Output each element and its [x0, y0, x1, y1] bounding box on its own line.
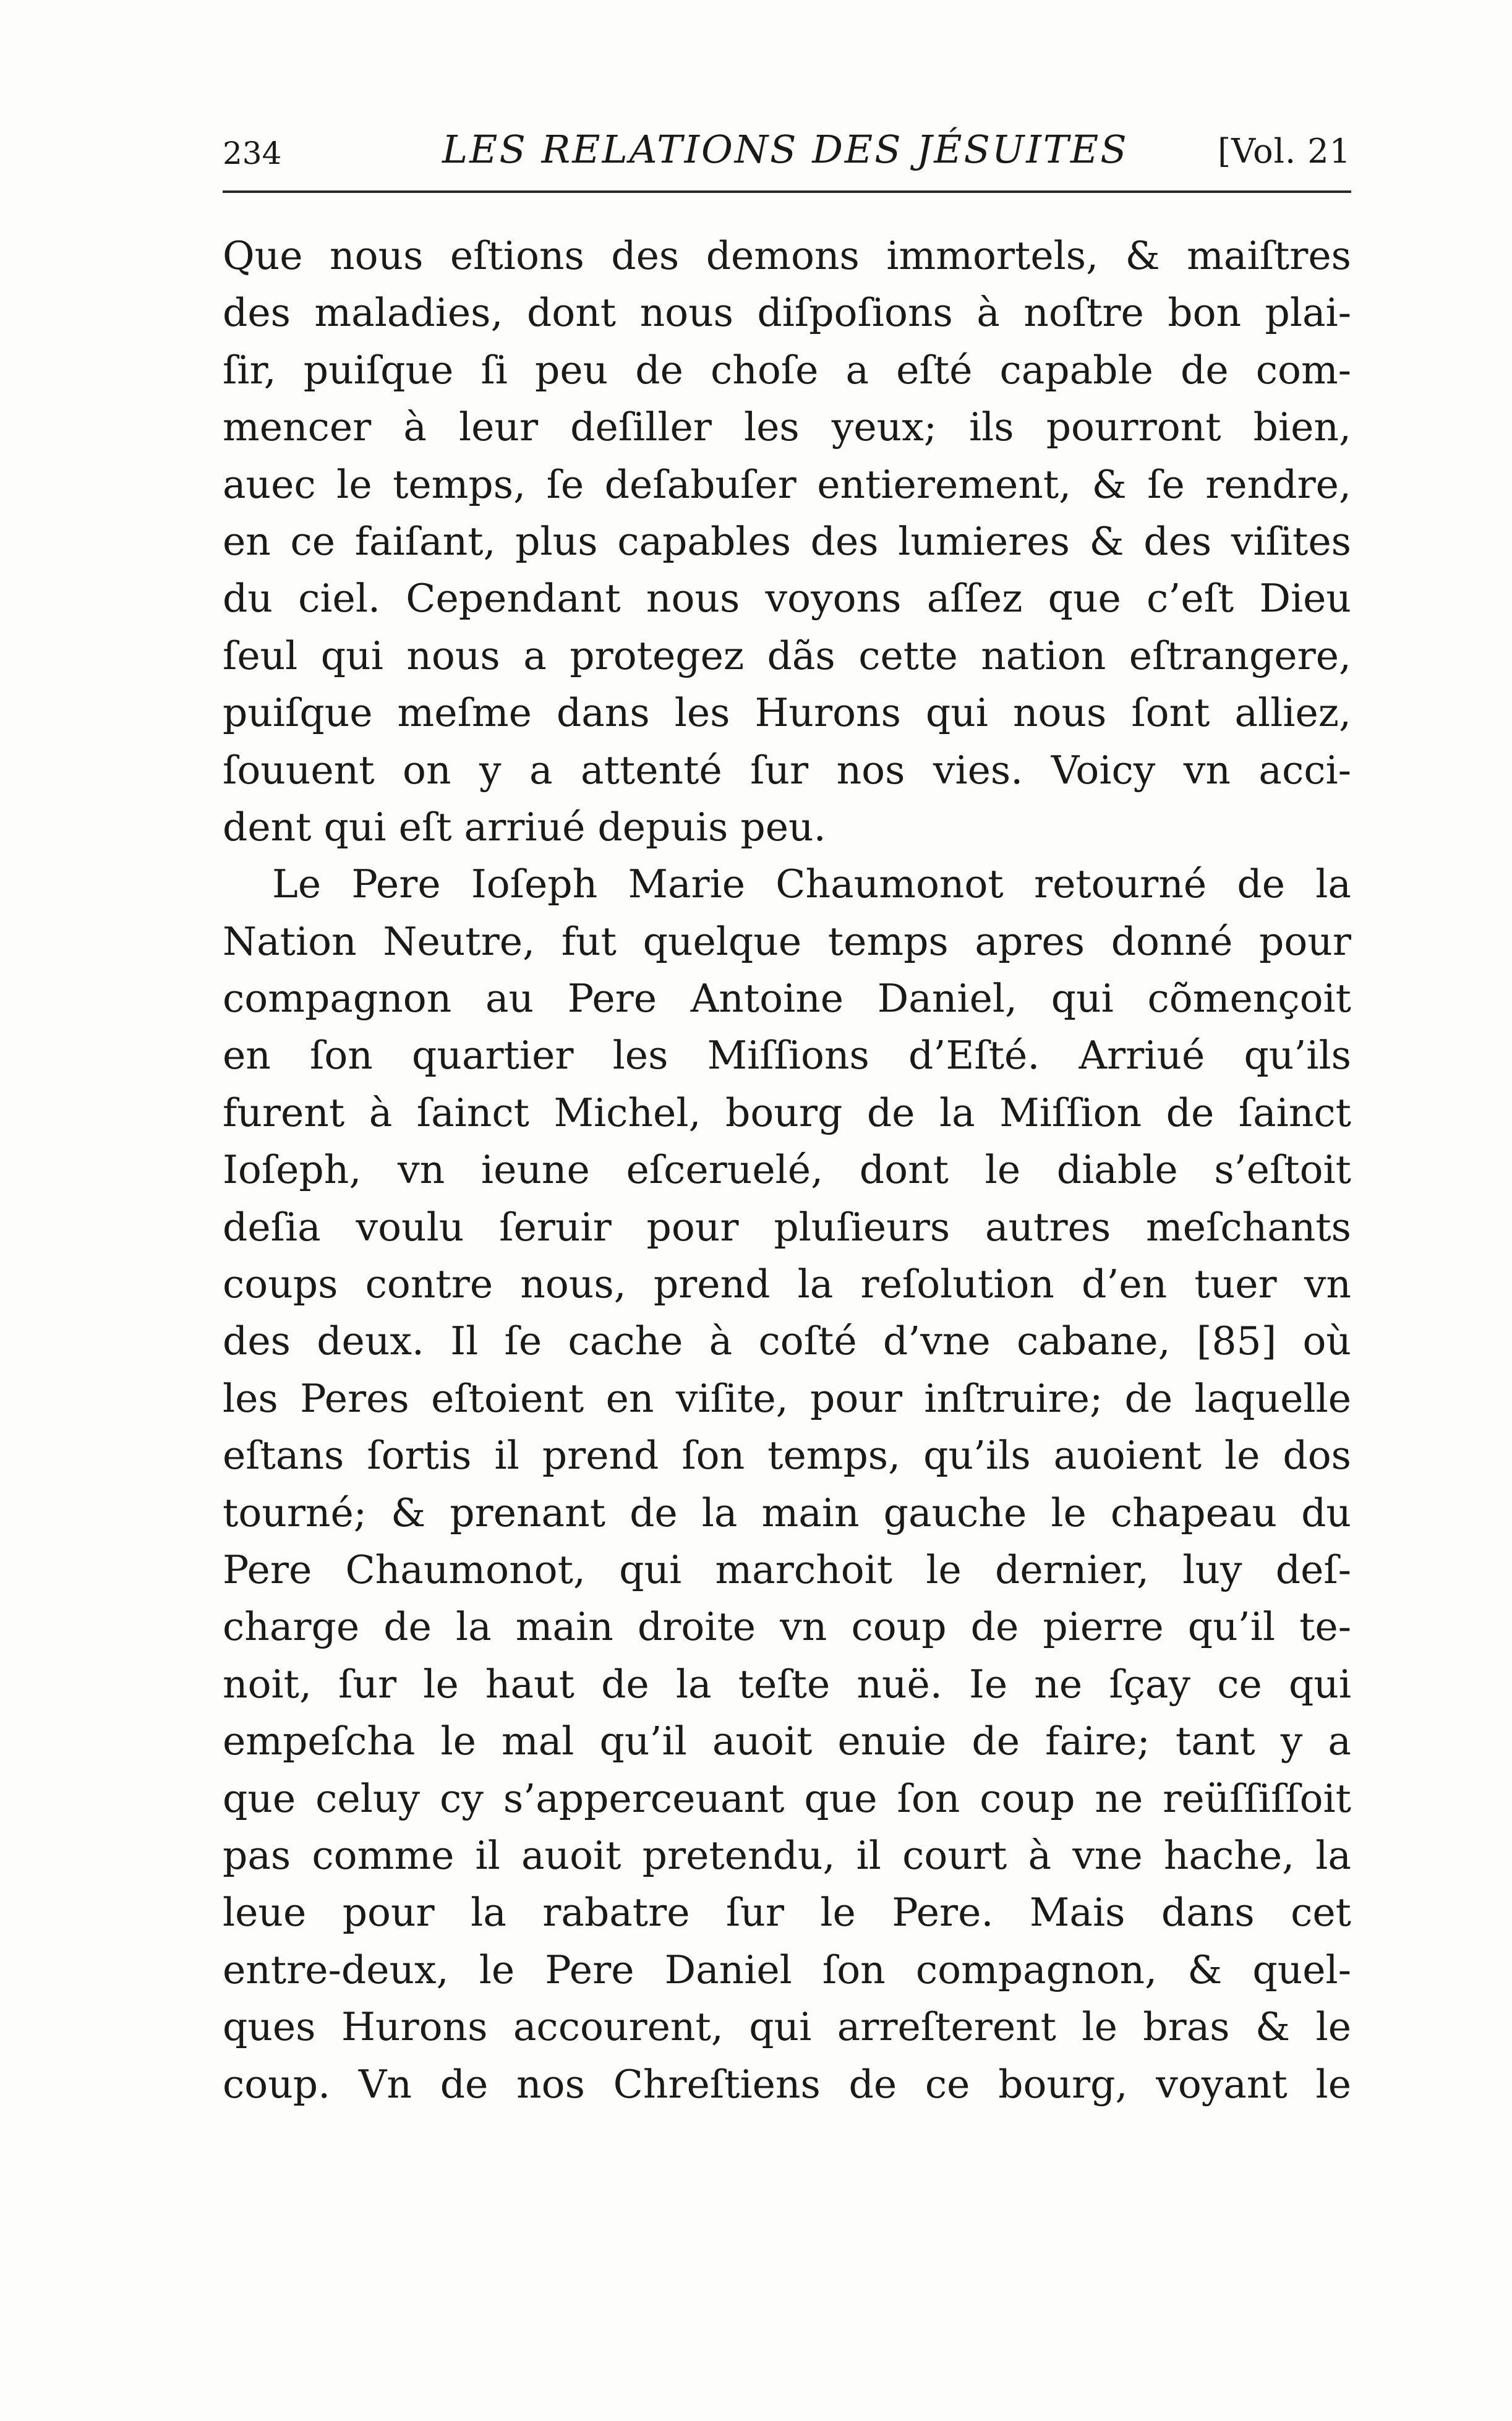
text-line: eſtans ſortis il prend ſon temps, qu’ils auoient le dos: [223, 1433, 1351, 1479]
running-title: LES RELATIONS DES JÉSUITES: [442, 127, 1129, 172]
text-line: du ciel. Cependant nous voyons aſſez que c’eſt Dieu: [223, 576, 1351, 621]
text-line: entre-deux, le Pere Daniel ſon compagnon, & quel-: [223, 1947, 1351, 1992]
text-line: ſeul qui nous a protegez dãs cette nation eſtrangere,: [223, 633, 1351, 678]
body-text: [223, 228, 1351, 2113]
text-line: ques Hurons accourent, qui arreſterent le bras & le: [223, 2004, 1351, 2050]
text-line: tourné; & prenant de la main gauche le chapeau du: [223, 1490, 1351, 1535]
text-line: coups contre nous, prend la reſolution d’en tuer vn: [223, 1262, 1351, 1307]
text-line: charge de la main droite vn coup de pierre qu’il te-: [223, 1604, 1351, 1650]
text-line: en ſon quartier les Miſſions d’Eſté. Arriué qu’ils: [223, 1033, 1351, 1078]
text-line: Le Pere Ioſeph Marie Chaumonot retourné de la: [272, 861, 1351, 907]
text-line: furent à ſainct Michel, bourg de la Miſſion de ſainct: [223, 1090, 1351, 1135]
header-rule: [223, 190, 1351, 193]
text-line: que celuy cy s’apperceuant que ſon coup ne reüſſiſſoit: [223, 1775, 1351, 1821]
text-line: Nation Neutre, fut quelque temps apres donné pour: [223, 918, 1351, 964]
text-line: deſia voulu ſeruir pour pluſieurs autres meſchants: [223, 1204, 1351, 1250]
text-line: noit, ſur le haut de la teſte nuë. Ie ne ſçay ce qui: [223, 1661, 1351, 1707]
text-line: empeſcha le mal qu’il auoit enuie de faire; tant y a: [223, 1719, 1351, 1764]
text-line: Pere Chaumonot, qui marchoit le dernier, luy deſ-: [223, 1547, 1351, 1592]
text-line: compagnon au Pere Antoine Daniel, qui cõmençoit: [223, 976, 1351, 1022]
text-line: ſir, puiſque ſi peu de choſe a eſté capable de com-: [223, 347, 1351, 393]
text-line: des deux. Il ſe cache à coſté d’vne cabane, [85] où: [223, 1318, 1351, 1364]
text-line: mencer à leur deſiller les yeux; ils pourront bien,: [223, 404, 1351, 450]
page-number: 234: [223, 135, 282, 171]
text-line: en ce faiſant, plus capables des lumieres & des viſites: [223, 518, 1351, 564]
text-line: Ioſeph, vn ieune eſceruelé, dont le diable s’eſtoit: [223, 1147, 1351, 1193]
text-line: coup. Vn de nos Chreſtiens de ce bourg, voyant le: [223, 2061, 1351, 2107]
text-line: Que nous eſtions des demons immortels, & maiſtres: [223, 233, 1351, 278]
volume-label: [Vol. 21: [1218, 132, 1351, 171]
text-line: leue pour la rabatre ſur le Pere. Mais dans cet: [223, 1890, 1351, 1936]
text-line: ſouuent on y a attenté ſur nos vies. Voicy vn acci-: [223, 747, 1351, 793]
text-line: dent qui eſt arriué depuis peu.: [223, 804, 826, 850]
text-line: des maladies, dont nous diſpoſions à noſtre bon plai-: [223, 290, 1351, 336]
text-line: auec le temps, ſe deſabuſer entierement, & ſe rendre,: [223, 461, 1351, 507]
running-head: [223, 127, 1351, 182]
text-line: les Peres eſtoient en viſite, pour inſtruire; de laquelle: [223, 1375, 1351, 1421]
text-line: pas comme il auoit pretendu, il court à vne hache, la: [223, 1832, 1351, 1878]
text-line: puiſque meſme dans les Hurons qui nous ſont alliez,: [223, 690, 1351, 736]
